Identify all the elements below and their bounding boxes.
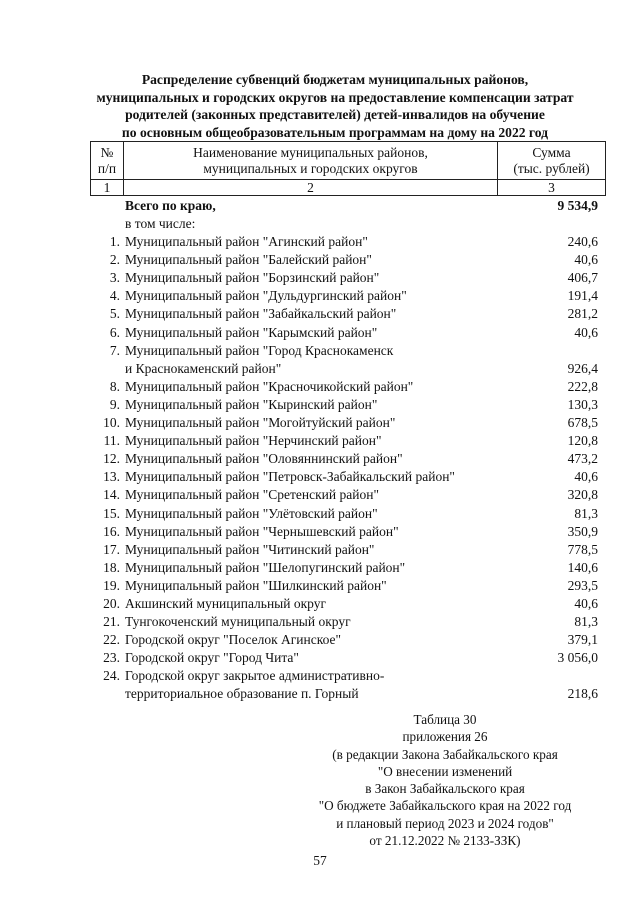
- title-line: по основным общеобразовательным программам на дому на 2022 год: [121, 124, 549, 140]
- row-number: 9.: [109, 396, 120, 412]
- table-row: [90, 251, 598, 269]
- title-line: муниципальных и городских округов на предоставление компенсации затрат: [96, 89, 574, 105]
- row-number: 4.: [109, 288, 120, 304]
- row-value: 40,6: [574, 324, 598, 340]
- row-value: 40,6: [574, 469, 598, 485]
- row-name: Городской округ "Город Чита": [125, 650, 299, 666]
- column-number-3: 3: [498, 180, 606, 196]
- row-value: 320,8: [567, 487, 598, 503]
- table-row: [90, 577, 598, 595]
- row-name: Городской округ закрытое административно-: [125, 668, 385, 684]
- title-line: родителей (законных представителей) детей-инвалидов на обучение: [125, 107, 545, 122]
- row-value: 40,6: [574, 252, 598, 268]
- table-row: [90, 613, 598, 631]
- row-value: 120,8: [567, 433, 598, 449]
- row-number: 6.: [109, 324, 120, 340]
- row-value: 926,4: [567, 360, 598, 376]
- table-note: [300, 711, 590, 849]
- table-row: [90, 486, 598, 504]
- row-number: 22.: [103, 632, 120, 648]
- row-name: Муниципальный район "Читинский район": [125, 541, 375, 557]
- row-number: 23.: [103, 650, 120, 666]
- row-number: 8.: [109, 378, 120, 394]
- note-line: приложения 26: [402, 729, 488, 745]
- row-value: 778,5: [567, 541, 598, 557]
- row-value: 350,9: [567, 523, 598, 539]
- table-row: [90, 233, 598, 251]
- total-label: Всего по краю,: [125, 198, 216, 213]
- row-value: 293,5: [567, 577, 598, 593]
- row-number: 16.: [103, 523, 120, 539]
- including-label: в том числе:: [125, 216, 196, 231]
- table-row: [90, 414, 598, 432]
- table-row: [90, 432, 598, 450]
- table-row: [90, 541, 598, 559]
- row-number: 7.: [109, 342, 120, 358]
- row-number: 18.: [103, 559, 120, 575]
- row-number: 19.: [103, 577, 120, 593]
- note-line: в Закон Забайкальского края: [365, 781, 525, 797]
- row-name: Муниципальный район "Сретенский район": [125, 487, 379, 503]
- table-row: [90, 324, 598, 342]
- row-value: 191,4: [567, 288, 598, 304]
- header-number-label: п/п: [97, 160, 117, 176]
- table-row: [90, 649, 598, 667]
- table-row: [90, 468, 598, 486]
- row-number: 11.: [103, 433, 120, 449]
- row-value: 240,6: [567, 234, 598, 249]
- row-name: Тунгокоченский муниципальный округ: [125, 614, 351, 630]
- row-number: 2.: [109, 252, 120, 268]
- row-value: 40,6: [574, 596, 598, 611]
- table-row: [90, 631, 598, 649]
- note-line: Таблица 30: [413, 712, 477, 727]
- table-row: [90, 269, 598, 287]
- row-number: 10.: [103, 415, 120, 430]
- header-sum-label: Сумма: [532, 144, 571, 160]
- note-line: "О бюджете Забайкальского края на 2022 год: [318, 798, 572, 814]
- page-number: 57: [313, 853, 327, 868]
- column-number-2: 2: [124, 180, 498, 196]
- note-line: (в редакции Закона Забайкальского края: [332, 746, 558, 762]
- table-row: [90, 559, 598, 577]
- note-line: и плановый период 2023 и 2024 годов": [336, 815, 554, 831]
- row-name: Муниципальный район "Дульдургинский район": [125, 288, 407, 304]
- row-name: Городской округ "Поселок Агинское": [125, 632, 342, 648]
- row-name: Муниципальный район "Борзинский район": [125, 270, 380, 286]
- row-name: Муниципальный район "Город Краснокаменск: [125, 342, 394, 358]
- row-value: 281,2: [567, 306, 598, 322]
- row-name: Муниципальный район "Оловяннинский район": [125, 451, 403, 467]
- row-name: Муниципальный район "Красночикойский район": [125, 378, 414, 394]
- table-row: [90, 342, 598, 378]
- row-value: 473,2: [567, 451, 598, 467]
- row-name: Муниципальный район "Чернышевский район": [125, 523, 399, 539]
- table-row: [90, 595, 598, 613]
- row-name: и Краснокаменский район": [125, 360, 282, 376]
- row-name: Муниципальный район "Шелопугинский район": [125, 559, 406, 575]
- note-line: "О внесении изменений: [377, 763, 513, 779]
- table-row: [90, 523, 598, 541]
- total-value: 9 534,9: [557, 198, 598, 213]
- row-number: 17.: [103, 541, 120, 557]
- row-number: 3.: [109, 270, 120, 286]
- table-row: [90, 305, 598, 323]
- row-value: 678,5: [567, 415, 598, 430]
- row-name: Муниципальный район "Нерчинский район": [125, 433, 382, 449]
- row-name: Муниципальный район "Улётовский район": [125, 505, 378, 521]
- table-row: [90, 396, 598, 414]
- row-number: 21.: [103, 614, 120, 630]
- table-header: [90, 141, 606, 196]
- row-value: 3 056,0: [557, 650, 598, 666]
- column-number-1: 1: [91, 180, 124, 196]
- row-name: Муниципальный район "Карымский район": [125, 324, 378, 340]
- header-name-label: муниципальных и городских округов: [203, 160, 418, 176]
- header-number-label: №: [100, 144, 114, 160]
- header-number-column: [91, 142, 124, 180]
- title-line: Распределение субвенций бюджетам муниципальных районов,: [141, 72, 529, 87]
- row-name: Муниципальный район "Кыринский район": [125, 396, 378, 412]
- header-name-label: Наименование муниципальных районов,: [193, 144, 428, 160]
- document-title: [40, 71, 630, 141]
- header-sum-column: [498, 142, 606, 180]
- row-value: 140,6: [567, 559, 598, 575]
- row-number: 5.: [109, 306, 120, 322]
- row-name: территориальное образование п. Горный: [125, 686, 359, 702]
- table-row: [90, 505, 598, 523]
- row-number: 15.: [103, 505, 120, 521]
- note-line: от 21.12.2022 № 2133-ЗЗК): [369, 833, 521, 849]
- row-name: Муниципальный район "Забайкальский район": [125, 306, 397, 322]
- row-number: 13.: [103, 469, 120, 485]
- row-number: 1.: [109, 234, 120, 249]
- row-value: 406,7: [567, 270, 598, 286]
- table-row: [90, 450, 598, 468]
- row-name: Муниципальный район "Петровск-Забайкальский район": [125, 469, 455, 485]
- row-value: 81,3: [574, 614, 598, 630]
- row-name: Муниципальный район "Шилкинский район": [125, 577, 387, 593]
- row-number: 24.: [103, 668, 120, 684]
- row-number: 12.: [103, 451, 120, 467]
- row-name: Акшинский муниципальный округ: [125, 596, 327, 611]
- row-name: Муниципальный район "Могойтуйский район": [125, 415, 396, 430]
- row-number: 20.: [103, 596, 120, 611]
- row-name: Муниципальный район "Агинский район": [125, 234, 368, 249]
- table-row: [90, 287, 598, 305]
- header-sum-label: (тыс. рублей): [513, 160, 590, 176]
- row-value: 222,8: [567, 378, 598, 394]
- row-value: 81,3: [574, 505, 598, 521]
- table-row: [90, 378, 598, 396]
- row-value: 218,6: [567, 686, 598, 702]
- row-number: 14.: [103, 487, 120, 503]
- row-value: 379,1: [567, 632, 598, 648]
- row-value: 130,3: [567, 396, 598, 412]
- row-name: Муниципальный район "Балейский район": [125, 252, 372, 268]
- header-name-column: [124, 142, 498, 180]
- table-row: [90, 667, 598, 703]
